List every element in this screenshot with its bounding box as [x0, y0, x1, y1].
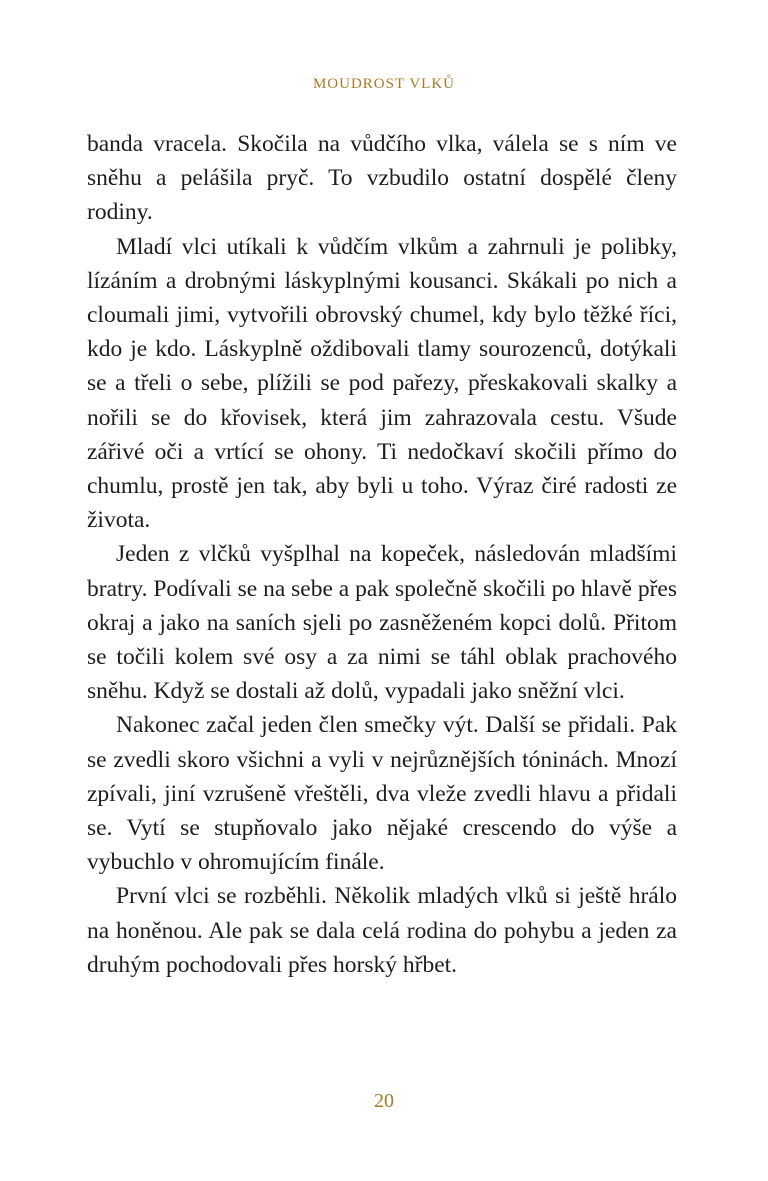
paragraph: banda vracela. Skočila na vůdčího vlka, válela se s ním ve sněhu a pelášila pryč. To vzbudilo ostatní dospělé členy rodiny.	[87, 131, 677, 226]
paragraph: Nakonec začal jeden člen smečky výt. Další se přidali. Pak se zvedli skoro všichni a vyli v nejrůznějších tóninách. Mnozí zpívali, jiní vzrušeně vřeštěli, dva vleže zvedli hlavu a přidali se. Vytí se stupňovalo jako nějaké crescendo do výše a vybuchlo v ohromujícím finále.	[87, 712, 677, 876]
paragraph: První vlci se rozběhli. Několik mladých vlků si ještě hrálo na honěnou. Ale pak se dala celá rodina do pohybu a jeden za druhým pochodovali přes horský hřbet.	[87, 883, 677, 978]
body-text	[87, 127, 677, 982]
paragraph: Jeden z vlčků vyšplhal na kopeček, následován mladšími bratry. Podívali se na sebe a pak společně skočili po hlavě přes okraj a jako na saních sjeli po zasněženém kopci dolů. Přitom se točili kolem své osy a za nimi se táhl oblak prachového sněhu. Když se dostali až dolů, vypadali jako sněžní vlci.	[87, 541, 677, 705]
page-number: 20	[374, 1090, 394, 1112]
running-head: MOUDROST VLKŮ	[312, 76, 456, 92]
paragraph: Mladí vlci utíkali k vůdčím vlkům a zahrnuli je polibky, lízáním a drobnými láskyplnými kousanci. Skákali po nich a cloumali jimi, vytvořili obrovský chumel, kdy bylo těžké říci, kdo je kdo. Láskyplně oždibovali tlamy sourozenců, dotýkali se a třeli o sebe, plížili se pod pařezy, přeskakovali skalky a nořili se do křovisek, která jim zahrazovala cestu. Všude zářivé oči a vrtící se ohony. Ti nedočkaví skočili přímo do chumlu, prostě jen tak, aby byli u toho. Výraz čiré radosti ze života.	[87, 233, 677, 534]
